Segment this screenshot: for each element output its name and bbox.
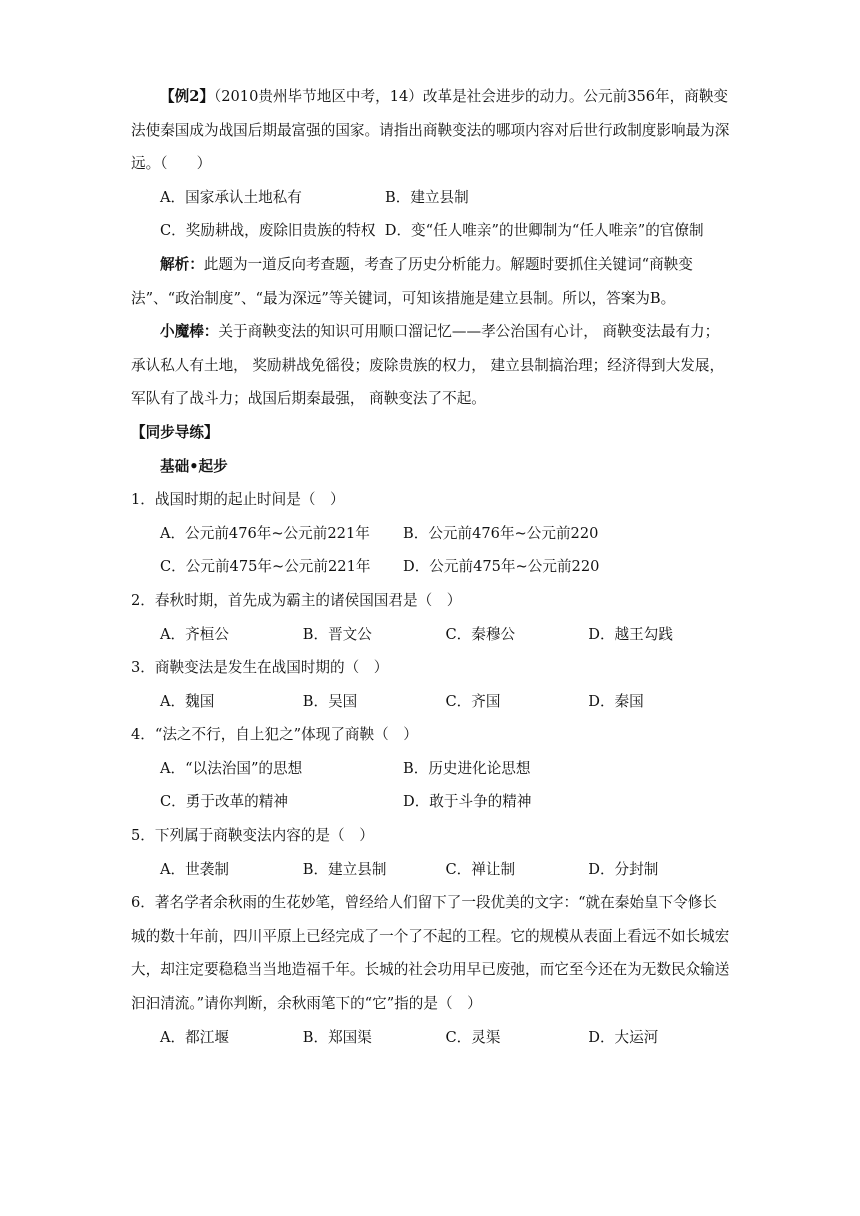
question-4-stem: 4．“法之不行，自上犯之”体现了商鞅（ ）: [131, 726, 418, 744]
question-4-option-d: D．敢于斗争的精神: [403, 793, 532, 811]
question-1-option-c: C．公元前475年~公元前221年: [160, 558, 371, 576]
question-5-option-c: C．禅让制: [445, 860, 516, 878]
question-5-stem: 5．下列属于商鞅变法内容的是（ ）: [131, 827, 374, 845]
example-tag: 【例2】: [160, 88, 214, 105]
question-6-options: [131, 1021, 731, 1055]
question-2-option-c: C．秦穆公: [445, 625, 516, 643]
question-3-option-b: B．吴国: [302, 692, 358, 710]
question-5-options: [131, 853, 731, 887]
question-4-option-a: A．“以法治国”的思想: [160, 759, 303, 777]
question-6-option-c: C．灵渠: [445, 1028, 501, 1046]
tip-label: 小魔棒：: [160, 323, 219, 341]
question-2-option-b: B．晋文公: [302, 625, 372, 643]
question-2-options: [131, 618, 731, 652]
example-options-row-1: [131, 181, 731, 215]
question-4-option-c: C．勇于改革的精神: [160, 793, 288, 811]
question-1-stem: 1．战国时期的起止时间是（ ）: [131, 491, 345, 509]
example-option-c: C．奖励耕战，废除旧贵族的特权: [160, 222, 376, 240]
question-1-option-b: B．公元前476年~公元前220: [403, 524, 599, 542]
example-2-question: [131, 80, 731, 181]
section-subtitle: 基础•起步: [160, 457, 228, 475]
question-5-option-d: D．分封制: [588, 860, 659, 878]
example-option-d: D．变“任人唯亲”的世卿制为“任人唯亲”的官僚制: [384, 222, 704, 240]
tip-text: 关于商鞅变法的知识可用顺口溜记忆——孝公治国有心计， 商鞅变法最有力；承认私人有土地， 奖励耕战免徭役；废除贵族的权力， 建立县制搞治理；经济得到大发展，军队有了战斗力；战国后期秦最强， 商鞅变法了不起。: [131, 323, 725, 408]
section-title: 【同步导练】: [131, 423, 219, 441]
question-3-options: [131, 685, 731, 719]
question-1-options-row-2: [131, 550, 731, 584]
example-option-a: A．国家承认土地私有: [160, 188, 302, 206]
question-6-option-a: A．都江堰: [160, 1028, 229, 1046]
example-options-row-2: [131, 214, 731, 248]
question-5-option-b: B．建立县制: [302, 860, 387, 878]
question-3-option-c: C．齐国: [445, 692, 501, 710]
question-4-options-row-2: [131, 785, 731, 819]
question-5-option-a: A．世袭制: [160, 860, 229, 878]
question-3-option-a: A．魏国: [160, 692, 215, 710]
question-6-stem: 6．著名学者余秋雨的生花妙笔，曾经给人们留下了一段优美的文字：“就在秦始皇下令修长城的数十年前，四川平原上已经完成了一个了不起的工程。它的规模从表面上看远不如长城宏大，却注定要稳稳当当地造福千年。长城的社会功用早已废弛，而它至今还在为无数民众输送汩汩清流。”请你判断，余秋雨笔下的“它”指的是（ ）: [131, 894, 730, 1013]
page-content: [131, 80, 731, 1054]
question-4-option-b: B．历史进化论思想: [403, 759, 531, 777]
example-question-text: （2010贵州毕节地区中考，14）改革是社会进步的动力。公元前356年，商鞅变法使秦国成为战国后期最富强的国家。请指出商鞅变法的哪项内容对后世行政制度影响最为深远。（ ）: [131, 88, 730, 173]
analysis-label: 解析：: [160, 255, 204, 273]
question-6-option-b: B．郑国渠: [302, 1028, 372, 1046]
question-2-option-a: A．齐桓公: [160, 625, 229, 643]
question-2-option-d: D．越王勾践: [588, 625, 673, 643]
question-2-stem: 2．春秋时期，首先成为霸主的诸侯国国君是（ ）: [131, 591, 462, 609]
analysis-text: 此题为一道反向考查题，考查了历史分析能力。解题时要抓住关键词“商鞅变法”、“政治制度”、“最为深远”等关键词，可知该措施是建立县制。所以，答案为B。: [131, 255, 693, 307]
question-4-options-row-1: [131, 752, 731, 786]
question-3-stem: 3．商鞅变法是发生在战国时期的（ ）: [131, 659, 389, 677]
question-1-options-row-1: [131, 517, 731, 551]
question-6-option-d: D．大运河: [588, 1028, 659, 1046]
question-3-option-d: D．秦国: [588, 692, 644, 710]
example-analysis: [131, 248, 731, 315]
question-1-option-a: A．公元前476年~公元前221年: [160, 524, 370, 542]
question-1-option-d: D．公元前475年~公元前220: [403, 558, 600, 576]
example-option-b: B．建立县制: [385, 188, 469, 206]
example-tip: [131, 315, 731, 416]
